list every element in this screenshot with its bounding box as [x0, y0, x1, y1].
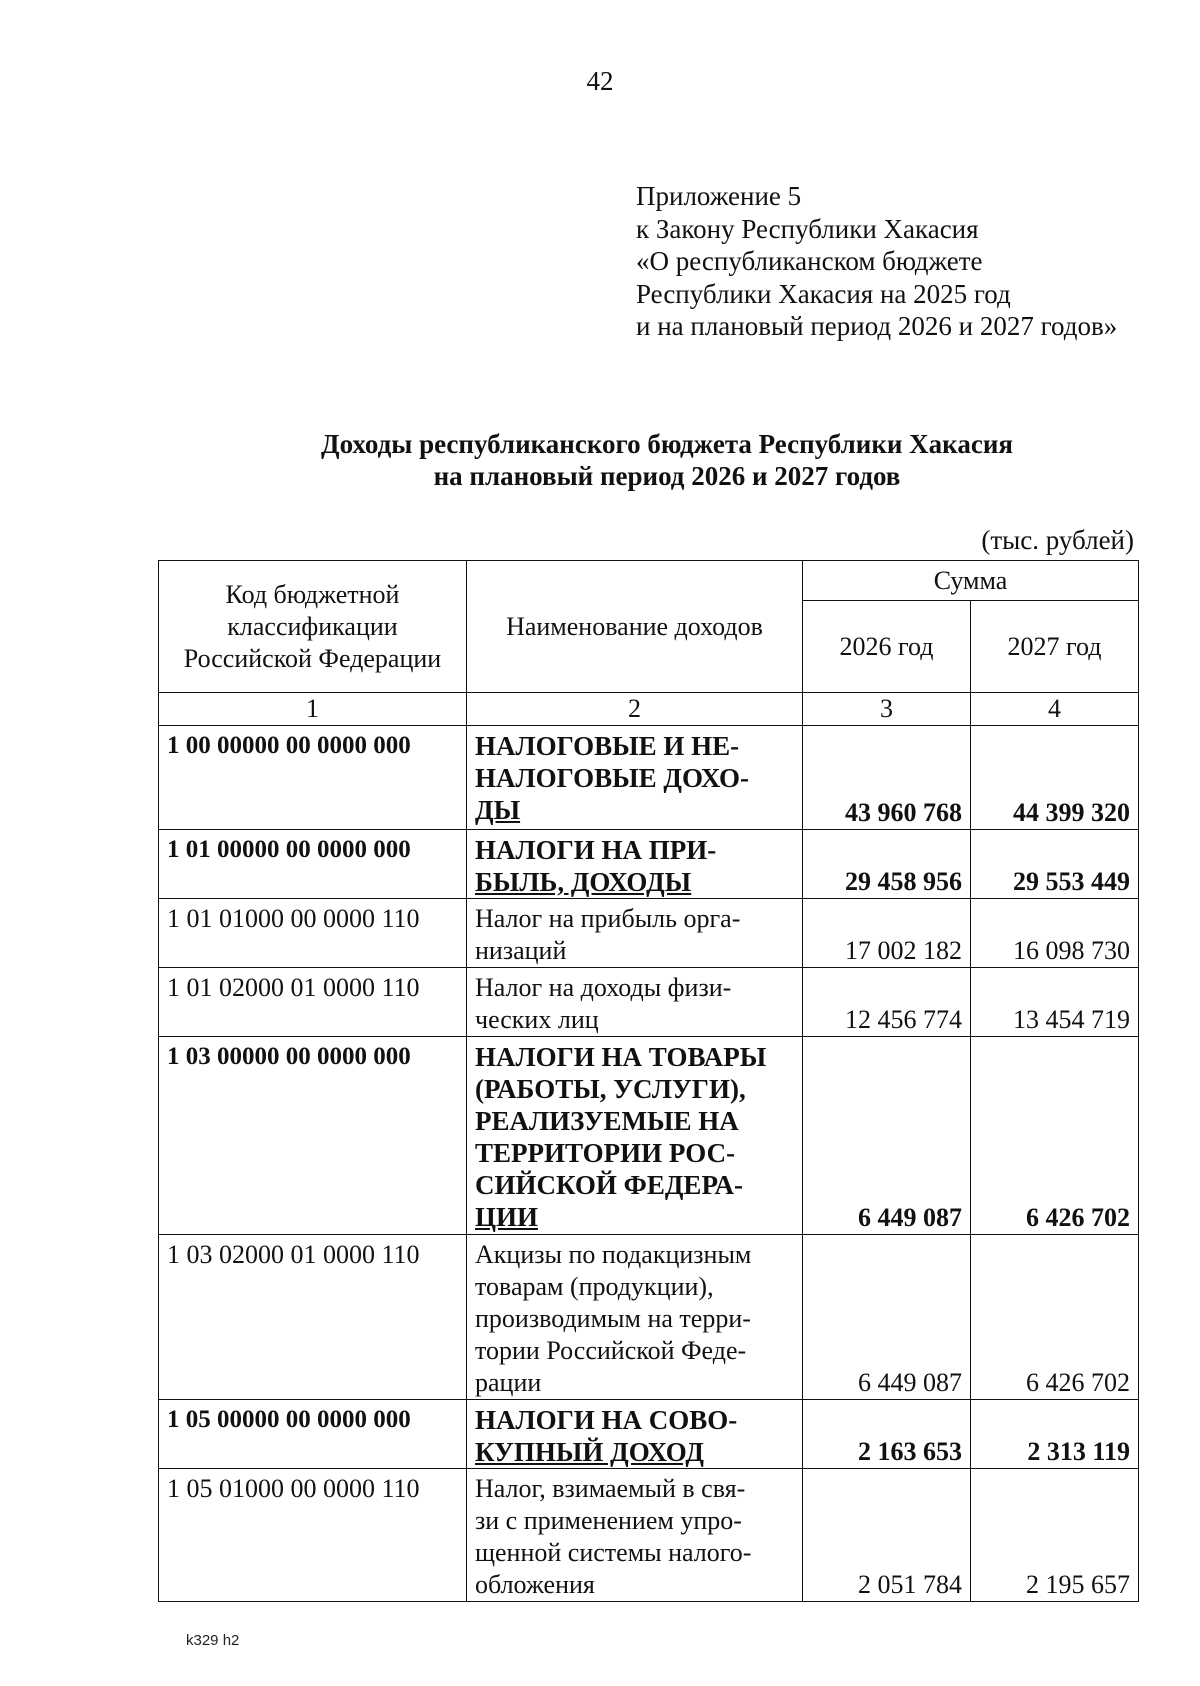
table-row [159, 968, 1139, 1037]
page-number: 42 [586, 66, 614, 96]
table-row [159, 726, 1139, 830]
appendix-line: «О республиканском бюджете [636, 246, 983, 276]
row-value-2027: 2 313 119 [971, 1400, 1139, 1469]
table-row [159, 899, 1139, 968]
table-row [159, 1400, 1139, 1469]
appendix-line: к Закону Республики Хакасия [636, 213, 979, 244]
row-value-2027: 16 098 730 [971, 899, 1139, 968]
appendix-line: Приложение 5 [636, 181, 802, 211]
row-value-2026: 12 456 774 [803, 968, 971, 1037]
row-code: 1 01 02000 01 0000 110 [159, 968, 467, 1037]
table-row [159, 830, 1139, 899]
document-title [0, 428, 1200, 492]
header-row [159, 561, 1139, 601]
header-code: Код бюджетной классификации Российской Федерации [159, 561, 467, 693]
row-value-2026: 29 458 956 [803, 830, 971, 899]
row-value-2026: 2 051 784 [803, 1469, 971, 1602]
row-code: 1 00 00000 00 0000 000 [159, 726, 467, 830]
header-name: Наименование доходов [467, 561, 803, 693]
row-name: НАЛОГИ НА СОВО- КУПНЫЙ ДОХОД [467, 1400, 803, 1469]
column-number-row [159, 693, 1139, 726]
row-value-2027: 6 426 702 [971, 1037, 1139, 1235]
header-year-2027: 2027 год [971, 601, 1139, 693]
row-value-2027: 44 399 320 [971, 726, 1139, 830]
row-value-2026: 6 449 087 [803, 1037, 971, 1235]
row-name: НАЛОГОВЫЕ И НЕ- НАЛОГОВЫЕ ДОХО- ДЫ [467, 726, 803, 830]
units-label: (тыс. рублей) [981, 525, 1134, 555]
row-code: 1 01 00000 00 0000 000 [159, 830, 467, 899]
appendix-line: и на плановый период 2026 и 2027 годов» [636, 311, 1118, 341]
header-year-2026: 2026 год [803, 601, 971, 693]
row-code: 1 05 00000 00 0000 000 [159, 1400, 467, 1469]
table-row [159, 1469, 1139, 1602]
row-name: Налог на прибыль орга- низаций [467, 899, 803, 968]
income-table [158, 560, 1139, 1602]
row-value-2027: 29 553 449 [971, 830, 1139, 899]
row-value-2027: 13 454 719 [971, 968, 1139, 1037]
row-code: 1 05 01000 00 0000 110 [159, 1469, 467, 1602]
column-number: 2 [467, 693, 803, 726]
footer-document-code: k329 h2 [186, 1632, 240, 1649]
row-value-2026: 6 449 087 [803, 1235, 971, 1400]
column-number: 1 [159, 693, 467, 726]
row-value-2026: 17 002 182 [803, 899, 971, 968]
row-code: 1 03 02000 01 0000 110 [159, 1235, 467, 1400]
row-name: НАЛОГИ НА ТОВАРЫ (РАБОТЫ, УСЛУГИ), РЕАЛИЗУЕМЫЕ НА ТЕРРИТОРИИ РОС- СИЙСКОЙ ФЕДЕРА- ЦИИ [467, 1037, 803, 1235]
table-row [159, 1235, 1139, 1400]
row-value-2027: 6 426 702 [971, 1235, 1139, 1400]
row-value-2027: 2 195 657 [971, 1469, 1139, 1602]
column-number: 4 [971, 693, 1139, 726]
header-sum: Сумма [803, 561, 1139, 601]
title-line-2: на плановый период 2026 и 2027 годов [433, 461, 901, 491]
title-line-1: Доходы республиканского бюджета Республики Хакасия [321, 429, 1013, 459]
appendix-reference [636, 180, 1117, 343]
row-name: Налог на доходы физи- ческих лиц [467, 968, 803, 1037]
column-number: 3 [803, 693, 971, 726]
table-row [159, 1037, 1139, 1235]
row-name: Налог, взимаемый в свя- зи с применением упро- щенной системы налого- обложения [467, 1469, 803, 1602]
row-code: 1 03 00000 00 0000 000 [159, 1037, 467, 1235]
appendix-line: Республики Хакасия на 2025 год [636, 278, 1011, 309]
row-value-2026: 43 960 768 [803, 726, 971, 830]
row-name: Акцизы по подакцизным товарам (продукции), производимым на терри- тории Российской Феде- рации [467, 1235, 803, 1400]
row-value-2026: 2 163 653 [803, 1400, 971, 1469]
row-name: НАЛОГИ НА ПРИ- БЫЛЬ, ДОХОДЫ [467, 830, 803, 899]
row-code: 1 01 01000 00 0000 110 [159, 899, 467, 968]
